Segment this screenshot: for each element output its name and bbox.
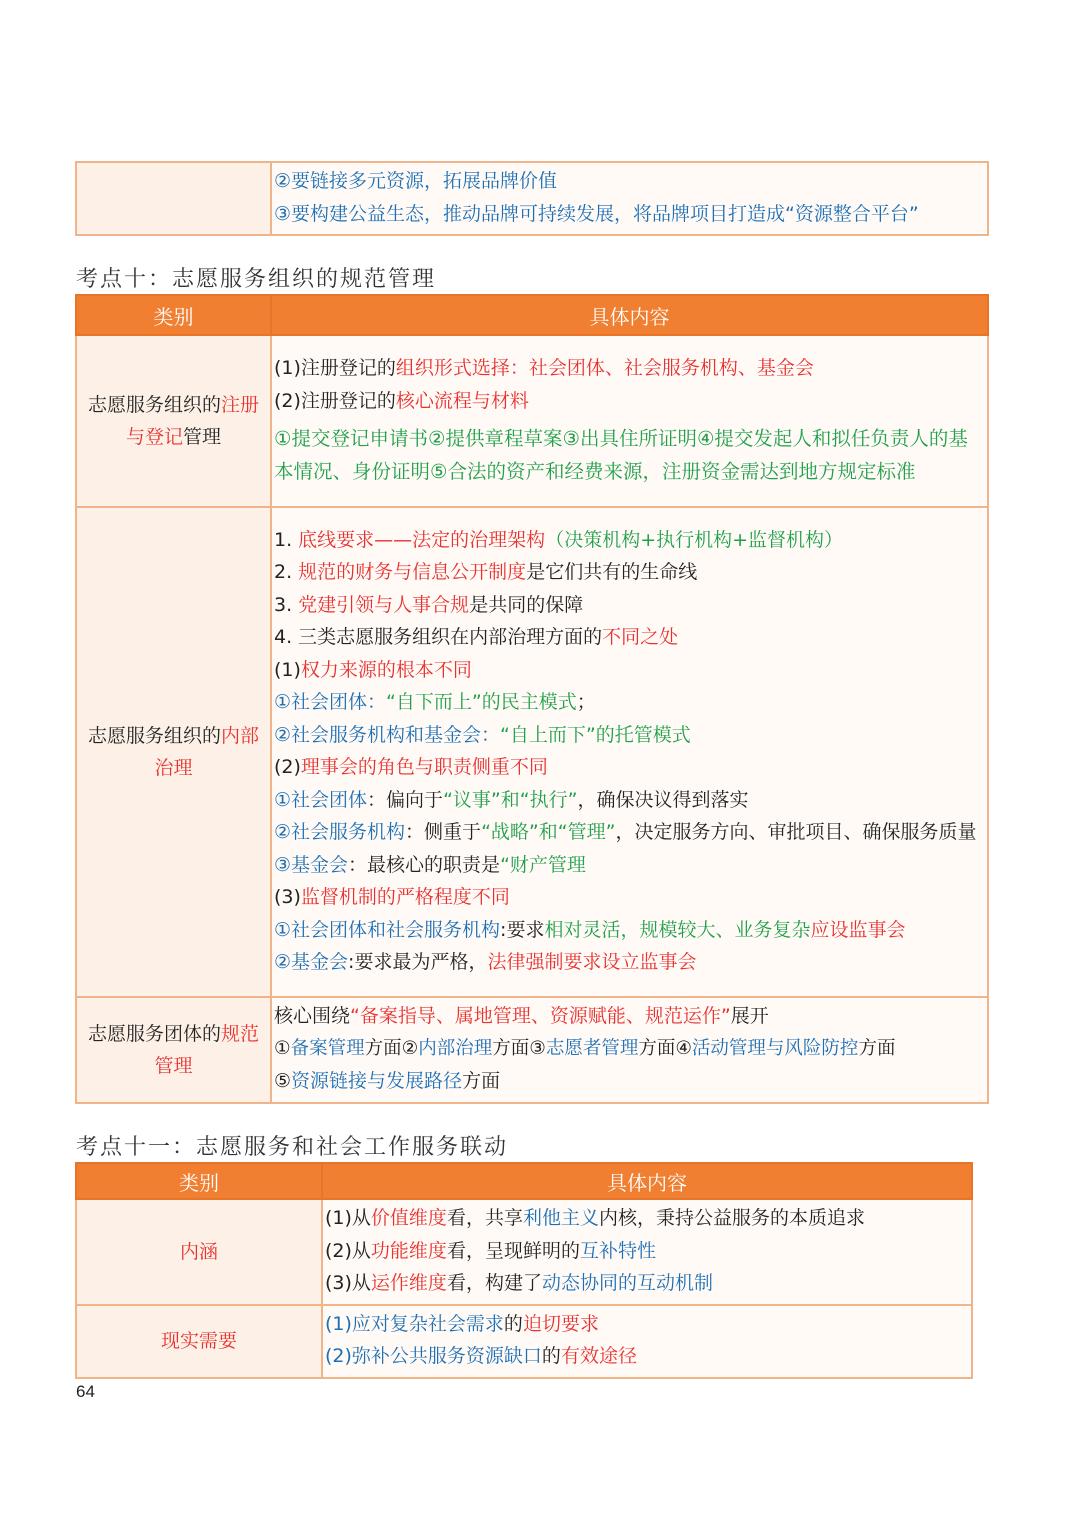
content-line: [274, 784, 985, 817]
content-line: [274, 849, 985, 882]
category-text: 志愿服务组织的: [87, 394, 221, 416]
highlight: 理事会的角色与职责侧重不同: [300, 756, 548, 778]
text: 内核，秉持公益服务的本质追求: [598, 1207, 865, 1229]
text: 是它们共有的生命线: [526, 561, 698, 583]
highlight: “自下而上”的民主模式: [386, 691, 577, 713]
content-cell-connotation: [322, 1199, 972, 1305]
category-highlight: 内部: [221, 725, 260, 747]
content-line: [325, 1308, 969, 1341]
highlight: 监督机制的严格程度不同: [300, 886, 510, 908]
highlight: 规范的财务与信息公开制度: [298, 561, 527, 583]
highlight: 核心流程与材料: [395, 389, 529, 412]
content-line: [274, 1065, 985, 1098]
content-line: [325, 1340, 969, 1373]
header-content: 具体内容: [271, 295, 988, 335]
text: (1): [274, 658, 301, 681]
content-cell-team: [271, 997, 988, 1103]
text: ①: [274, 1037, 291, 1059]
highlight: 不同之处: [602, 626, 679, 648]
category-text: 管理: [183, 426, 222, 448]
content-cell-governance: [271, 507, 988, 997]
highlight: ①社会团体：: [274, 691, 387, 713]
text: 是共同的保障: [469, 593, 584, 616]
highlight: ②基金会: [274, 951, 349, 973]
text: 4. 三类志愿服务组织在内部治理方面的: [274, 626, 603, 648]
content-line: [274, 621, 985, 654]
text: 方面: [858, 1037, 896, 1059]
highlight: ①社会团体: [274, 788, 368, 811]
text: :要求最为严格，: [348, 951, 488, 973]
content-line: ③要构建公益生态，推动品牌可持续发展，将品牌项目打造成“资源整合平台”: [274, 202, 919, 225]
highlight: 活动管理与风险防控: [691, 1037, 859, 1059]
header-content: 具体内容: [322, 1163, 972, 1199]
content-line: ②要链接多元资源，拓展品牌价值: [274, 170, 558, 192]
content-line: [274, 719, 985, 752]
text: (1)从: [325, 1207, 371, 1229]
content-line: [274, 524, 985, 557]
highlight: (1)应对复杂社会需求: [325, 1312, 504, 1335]
highlight: 价值维度: [370, 1207, 447, 1229]
header-category: 类别: [76, 1163, 322, 1199]
content-paragraph: ①提交登记申请书②提供章程草案③出具住所证明④提交发起人和拟任负责人的基本情况、身份证明⑤合法的资产和经费来源，注册资金需达到地方规定标准: [274, 427, 968, 483]
content-line: [274, 816, 985, 849]
highlight: 组织形式选择：社会团体、社会服务机构、基金会: [395, 357, 814, 379]
text: 看，共享: [446, 1207, 523, 1229]
text: 的: [541, 1345, 561, 1367]
content-line: [325, 1267, 969, 1300]
content-line: [274, 686, 985, 719]
category-highlight: 治理: [154, 757, 193, 779]
text: (2)注册登记的: [274, 389, 396, 412]
highlight: ②社会服务机构: [274, 821, 406, 843]
content-cell-needs: [322, 1305, 972, 1378]
text: :要求: [500, 918, 545, 941]
text: 看，呈现鲜明的: [446, 1239, 580, 1262]
text: (2): [274, 756, 301, 778]
content-line: [274, 654, 985, 687]
category-text: 志愿服务组织的: [87, 725, 221, 747]
highlight: 迫切要求: [522, 1312, 599, 1335]
content-line: [325, 1202, 969, 1235]
category-highlight: 注册: [221, 394, 260, 416]
section-title-10: 考点十：志愿服务组织的规范管理: [76, 267, 437, 292]
text: (2)从: [325, 1239, 371, 1262]
text: 1.: [274, 528, 299, 551]
header-category: 类别: [76, 295, 271, 335]
content-line: [274, 352, 985, 385]
text: (1)注册登记的: [274, 357, 396, 379]
text: ：侧重于: [405, 821, 482, 843]
text: 的: [503, 1312, 523, 1335]
text: 展开: [730, 1005, 769, 1027]
highlight: (2)弥补公共服务资源缺口: [325, 1345, 542, 1367]
text: 3.: [274, 593, 299, 616]
highlight: ③基金会: [274, 853, 349, 876]
highlight: “议事”和“执行”: [443, 788, 578, 811]
highlight: “财产管理: [500, 853, 586, 876]
content-cell-registration: [271, 335, 988, 507]
category-text: 志愿服务团体的: [87, 1022, 221, 1045]
section-title-11: 考点十一：志愿服务和社会工作服务联动: [76, 1135, 509, 1160]
highlight: 有效途径: [560, 1345, 637, 1367]
category-highlight: 管理: [154, 1054, 193, 1077]
highlight: 备案管理: [290, 1037, 365, 1059]
text: ：偏向于: [367, 788, 444, 811]
content-line: [325, 1235, 969, 1268]
text: 方面③: [492, 1037, 546, 1059]
text: ，决定服务方向、审批项目、确保服务质量: [615, 821, 977, 843]
content-line: [274, 556, 985, 589]
page-number: 64: [76, 1382, 95, 1401]
highlight: 党建引领与人事合规: [298, 593, 470, 616]
highlight: 底线要求——法定的治理架构: [298, 528, 546, 551]
text: 看，构建了: [446, 1272, 542, 1294]
section11-table: [75, 1162, 973, 1379]
continuation-table: [75, 161, 989, 236]
continuation-content: [271, 162, 988, 235]
highlight: ①社会团体和社会服务机构: [274, 918, 501, 941]
highlight: 资源链接与发展路径: [291, 1070, 463, 1092]
category-highlight: 与登记: [125, 426, 183, 448]
text: ⑤: [274, 1070, 292, 1092]
highlight: 运作维度: [370, 1272, 447, 1294]
category-cell-governance: [76, 507, 271, 997]
text: 方面: [462, 1070, 501, 1092]
highlight: “备案指导、属地管理、资源赋能、规范运作”: [350, 1005, 731, 1027]
category-cell-registration: [76, 335, 271, 507]
content-line: [274, 385, 985, 418]
highlight: 动态协同的互动机制: [541, 1272, 713, 1294]
content-line: [274, 751, 985, 784]
text: (3)从: [325, 1272, 371, 1294]
highlight: 功能维度: [370, 1239, 447, 1262]
content-line: [274, 881, 985, 914]
highlight: 权力来源的根本不同: [300, 658, 472, 681]
content-line: [274, 946, 985, 979]
text: 方面④: [638, 1037, 692, 1059]
content-line: [274, 1000, 985, 1033]
text: ，确保决议得到落实: [577, 788, 749, 811]
section10-table: [75, 294, 989, 1104]
category-cell-needs: 现实需要: [76, 1305, 322, 1378]
category-highlight: 规范: [221, 1022, 260, 1045]
highlight: 互补特性: [579, 1239, 656, 1262]
content-line: [274, 589, 985, 622]
text: (3): [274, 886, 301, 908]
text: 方面②: [364, 1037, 419, 1059]
highlight: 法律强制要求设立监事会: [487, 951, 697, 973]
text: 2.: [274, 561, 299, 583]
category-cell-connotation: 内涵: [76, 1199, 322, 1305]
highlight: 内部治理: [418, 1037, 493, 1059]
highlight: “战略”和“管理”: [481, 821, 616, 843]
highlight: ②社会服务机构和基金会：: [274, 723, 501, 746]
text: ；: [576, 691, 596, 713]
content-line: [274, 1033, 985, 1066]
empty-category-cell: [76, 162, 271, 235]
highlight: “自上而下”的托管模式: [500, 723, 691, 746]
highlight: 相对灵活，规模较大、业务复杂: [544, 918, 811, 941]
highlight: （决策机构+执行机构+监督机构）: [545, 528, 844, 551]
content-line: [274, 914, 985, 947]
highlight: 利他主义: [522, 1207, 599, 1229]
text: 核心围绕: [274, 1005, 351, 1027]
highlight: 应设监事会: [810, 918, 906, 941]
category-cell-team: [76, 997, 271, 1103]
text: ：最核心的职责是: [348, 853, 501, 876]
highlight: 志愿者管理: [545, 1037, 639, 1059]
